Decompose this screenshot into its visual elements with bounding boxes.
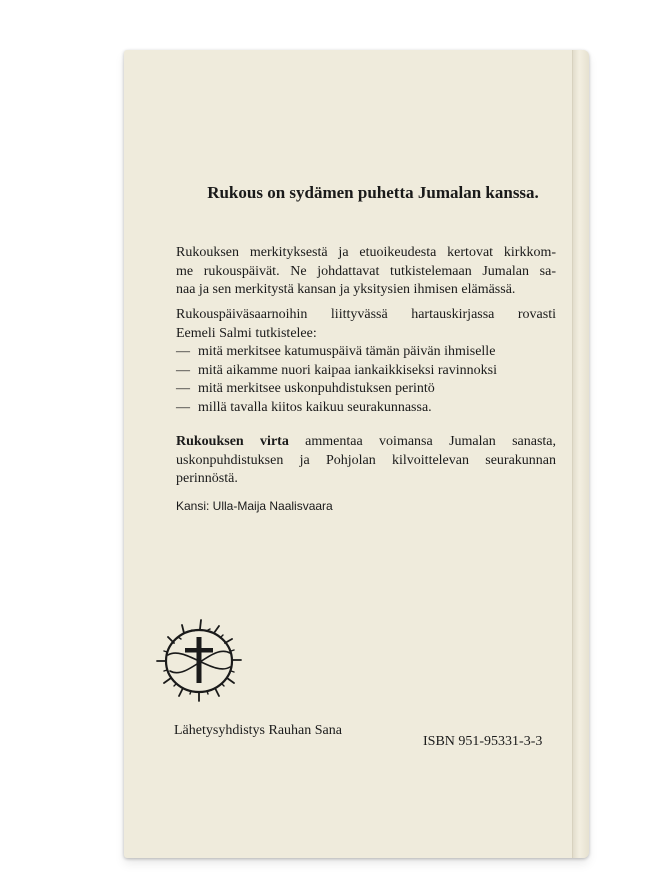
list-dash: — (176, 362, 190, 378)
intro-paragraph (176, 244, 556, 300)
isbn-number: ISBN 951-95331-3-3 (423, 734, 543, 749)
book-spine (572, 50, 589, 858)
list-dash: — (176, 381, 190, 396)
cross-in-crown-of-thorns-icon (154, 615, 244, 705)
intro-line: me rukouspäivät. Ne johdattavat tutkistelemaan Jumalan sa- (176, 263, 556, 279)
topic-text: mitä merkitsee katumuspäivä tämän päivän ihmiselle (198, 344, 496, 359)
closing-line-text: ammentaa voimansa Jumalan sanasta, (288, 434, 557, 449)
closing-line: uskonpuhdistuksen ja Pohjolan kilvoittelevan seurakunnan (176, 452, 556, 468)
topic-text: mitä merkitsee uskonpuhdistuksen perintö (198, 381, 435, 396)
sermon-paragraph (176, 306, 556, 417)
list-item (176, 343, 556, 362)
book-title: Rukouksen virta (176, 434, 289, 449)
topic-list (176, 343, 556, 417)
list-dash: — (176, 399, 190, 415)
topic-text: mitä aikamme nuori kaipaa iankaikkiseksi ravinnoksi (198, 362, 497, 378)
cover-credit: Kansi: Ulla-Maija Naalisvaara (176, 499, 333, 513)
list-item (176, 380, 556, 399)
sermon-line: Rukouspäiväsaarnoihin liittyvässä hartauskirjassa rovasti (176, 307, 556, 322)
intro-line: naa ja sen merkitystä kansan ja yksitysien ihmisen elämässä. (176, 282, 516, 297)
cover-heading: Rukous on sydämen puhetta Jumalan kanssa. (207, 183, 539, 202)
intro-line: Rukouksen merkityksestä ja etuoikeudesta kertovat kirkkom- (176, 245, 556, 260)
list-item (176, 399, 556, 418)
closing-line (176, 433, 556, 452)
topic-text: millä tavalla kiitos kaikuu seurakunnassa. (198, 399, 432, 415)
closing-line: perinnöstä. (176, 471, 238, 486)
publisher-name: Lähetysyhdistys Rauhan Sana (174, 723, 342, 738)
list-item (176, 362, 556, 381)
closing-paragraph (176, 433, 556, 489)
list-dash: — (176, 344, 190, 359)
book-back-cover (124, 50, 589, 858)
sermon-line: Eemeli Salmi tutkistelee: (176, 325, 317, 341)
